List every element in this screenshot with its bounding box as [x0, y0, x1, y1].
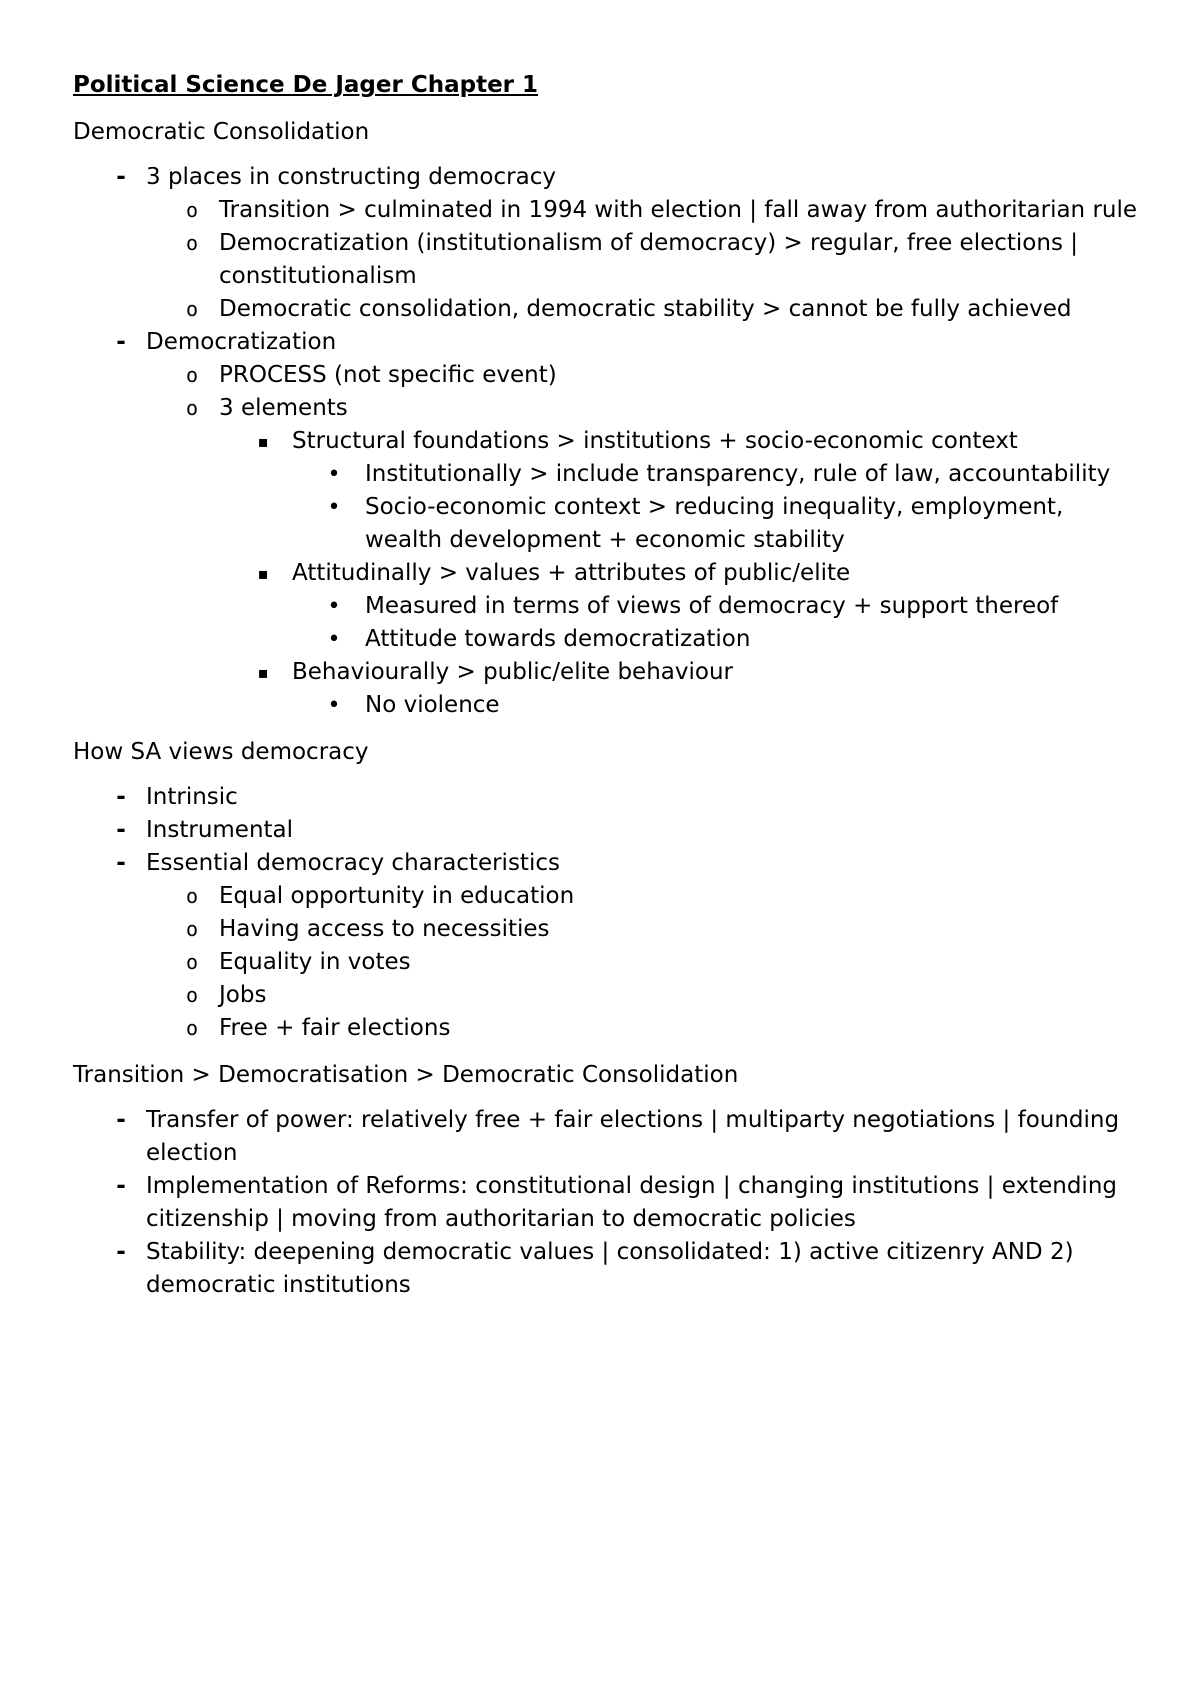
list-item: [73, 557, 1140, 590]
list-item-text: Implementation of Reforms: constitutional design | changing institutions | extending citizenship | moving from authoritarian to democratic policies: [146, 1173, 1117, 1232]
list-item: [73, 194, 1140, 227]
list-item-text: Institutionally > include transparency, rule of law, accountability: [365, 461, 1111, 487]
list-item-text: Socio-economic context > reducing inequality, employment, wealth development + economic stability: [365, 494, 1064, 553]
list-item-text: Structural foundations > institutions + socio-economic context: [292, 428, 1018, 454]
list-item: [73, 979, 1140, 1012]
list-item: [73, 161, 1140, 194]
list-item: [73, 913, 1140, 946]
list-item: [73, 656, 1140, 689]
square-bullet: ▪: [257, 663, 269, 682]
dash-bullet: -: [116, 850, 126, 876]
list-item-text: Having access to necessities: [219, 916, 550, 942]
circle-bullet: o: [185, 198, 199, 222]
square-bullet: ▪: [257, 432, 269, 451]
list-item-text: 3 places in constructing democracy: [146, 164, 556, 190]
list-item-text: Behaviourally > public/elite behaviour: [292, 659, 733, 685]
bullet-list: [73, 161, 1140, 194]
circle-bullet: o: [185, 983, 199, 1007]
circle-bullet: o: [185, 1016, 199, 1040]
dot-bullet: •: [327, 594, 341, 619]
list-item-text: Free + fair elections: [219, 1015, 451, 1041]
list-item-text: Transfer of power: relatively free + fair elections | multiparty negotiations | founding election: [146, 1107, 1120, 1166]
list-item: [73, 458, 1140, 491]
list-item: [73, 814, 1140, 847]
list-item: [73, 1104, 1140, 1170]
list-item: [73, 781, 1140, 814]
list-item: [73, 946, 1140, 979]
list-item-text: Attitudinally > values + attributes of public/elite: [292, 560, 851, 586]
document-title: Political Science De Jager Chapter 1: [73, 72, 539, 98]
section-how-sa-views-democracy: [73, 736, 1140, 1045]
circle-bullet: o: [185, 231, 199, 255]
bullet-list: [73, 656, 1140, 689]
dot-bullet: •: [327, 462, 341, 487]
bullet-list: [73, 359, 1140, 425]
bullet-list: [73, 458, 1140, 557]
bullet-list: [73, 326, 1140, 359]
list-item: [73, 847, 1140, 880]
bullet-list: [73, 590, 1140, 656]
dash-bullet: -: [116, 164, 126, 190]
circle-bullet: o: [185, 363, 199, 387]
circle-bullet: o: [185, 396, 199, 420]
list-item: [73, 623, 1140, 656]
list-item-text: Essential democracy characteristics: [146, 850, 560, 876]
dash-bullet: -: [116, 1107, 126, 1133]
list-item-text: Equality in votes: [219, 949, 411, 975]
circle-bullet: o: [185, 884, 199, 908]
list-item-text: Instrumental: [146, 817, 294, 843]
dot-bullet: •: [327, 627, 341, 652]
list-item-text: Stability: deepening democratic values | consolidated: 1) active citizenry AND 2) democratic institutions: [146, 1239, 1074, 1298]
list-item: [73, 359, 1140, 392]
bullet-list: [73, 781, 1140, 880]
section-transition-stages: [73, 1059, 1140, 1302]
list-item-text: Equal opportunity in education: [219, 883, 575, 909]
list-item-text: Jobs: [219, 982, 267, 1008]
list-item: [73, 1236, 1140, 1302]
list-item-text: Democratic consolidation, democratic stability > cannot be fully achieved: [219, 296, 1072, 322]
list-item: [73, 392, 1140, 425]
list-item-text: Democratization: [146, 329, 337, 355]
list-item-text: Measured in terms of views of democracy + support thereof: [365, 593, 1059, 619]
dash-bullet: -: [116, 817, 126, 843]
list-item-text: Transition > culminated in 1994 with election | fall away from authoritarian rule: [219, 197, 1138, 223]
circle-bullet: o: [185, 297, 199, 321]
circle-bullet: o: [185, 917, 199, 941]
list-item: [73, 293, 1140, 326]
dot-bullet: •: [327, 495, 341, 520]
list-item: [73, 1012, 1140, 1045]
list-item: [73, 491, 1140, 557]
list-item: [73, 1170, 1140, 1236]
list-item: [73, 227, 1140, 293]
bullet-list: [73, 880, 1140, 1045]
section-democratic-consolidation: [73, 116, 1140, 722]
dash-bullet: -: [116, 329, 126, 355]
circle-bullet: o: [185, 950, 199, 974]
list-item-text: PROCESS (not specific event): [219, 362, 557, 388]
list-item: [73, 880, 1140, 913]
bullet-list: [73, 1104, 1140, 1302]
square-bullet: ▪: [257, 564, 269, 583]
bullet-list: [73, 689, 1140, 722]
list-item: [73, 590, 1140, 623]
list-item: [73, 689, 1140, 722]
section-heading: How SA views democracy: [73, 739, 369, 765]
bullet-list: [73, 425, 1140, 458]
list-item-text: Democratization (institutionalism of democracy) > regular, free elections | constitutionalism: [219, 230, 1078, 289]
list-item-text: Intrinsic: [146, 784, 238, 810]
bullet-list: [73, 557, 1140, 590]
dash-bullet: -: [116, 1239, 126, 1265]
list-item: [73, 326, 1140, 359]
dot-bullet: •: [327, 693, 341, 718]
list-item: [73, 425, 1140, 458]
dash-bullet: -: [116, 784, 126, 810]
list-item-text: 3 elements: [219, 395, 348, 421]
section-heading: Transition > Democratisation > Democratic Consolidation: [73, 1062, 739, 1088]
list-item-text: No violence: [365, 692, 500, 718]
section-heading: Democratic Consolidation: [73, 119, 370, 145]
bullet-list: [73, 194, 1140, 326]
dash-bullet: -: [116, 1173, 126, 1199]
list-item-text: Attitude towards democratization: [365, 626, 751, 652]
